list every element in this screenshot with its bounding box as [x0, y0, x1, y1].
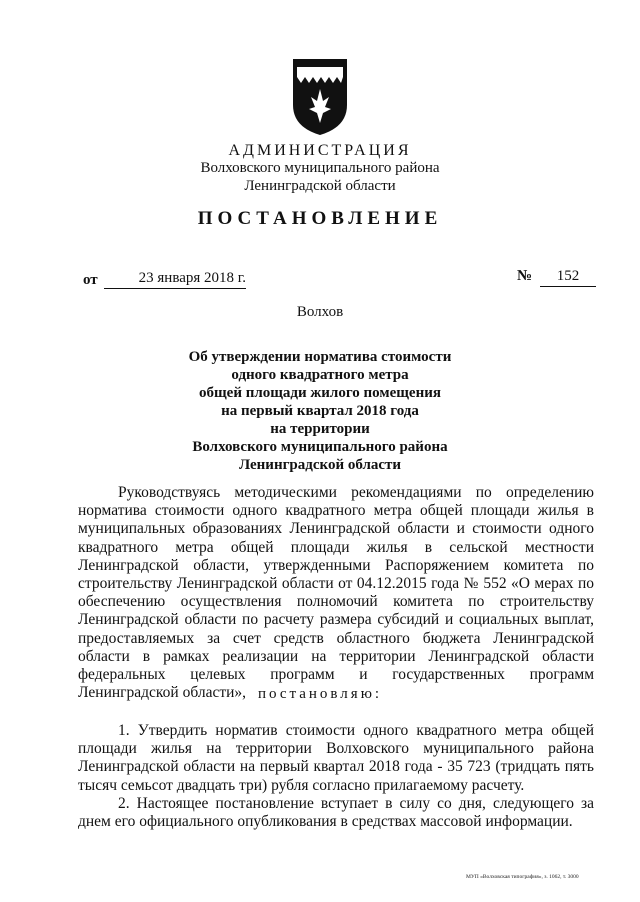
heading-line: Ленинградской области [238, 457, 402, 473]
district-name: Волховского муниципального района [200, 160, 440, 176]
date-prefix-label: от [83, 272, 98, 288]
heading-line: общей площади жилого помещения [199, 385, 441, 401]
heading-line: Волховского муниципального района [192, 439, 448, 455]
resolution-item-1: 1. Утвердить норматив стоимости одного квадратного метра общей площади жилья на территории Волховского муниципального района Ленинградской области на первый квартал 2018 года - 35 723 (тридцать пять тысяч семьсот двадцать три) рубля согласно прилагаемому расчету. [78, 722, 594, 794]
coat-of-arms-emblem [291, 57, 349, 137]
city-name: Волхов [296, 304, 344, 320]
region-name: Ленинградской области [244, 178, 396, 194]
document-type: ПОСТАНОВЛЕНИЕ [197, 208, 443, 229]
document-date: 23 января 2018 г. [104, 270, 246, 289]
printer-imprint: МУП «Волховская типография», з. 1062, т. 3000 [466, 874, 579, 880]
document-number: 152 [540, 268, 596, 287]
heading-line: Об утверждении норматива стоимости [188, 349, 452, 365]
preamble-paragraph: Руководствуясь методическими рекомендациями по определению норматива стоимости одного квадратного метра общей площади жилья в муниципальных образованиях Ленинградской области и стоимости одного квадратного метра общей площади жилья в сельской местности Ленинградской области, утвержденными Распоряжением комитета по строительству Ленинградской области от 04.12.2015 года № 552 «О мерах по обеспечению осуществления полномочий комитета по строительству Ленинградской области по расчету размера субсидий и социальных выплат, предоставляемых за счет средств областного бюджета Ленинградской области в рамках реализации на территории Ленинградской области федеральных целевых программ и государственных программ Ленинградской области», [78, 484, 594, 702]
resolution-word: постановляю: [257, 686, 383, 702]
number-label: № [517, 268, 533, 284]
heading-line: одного квадратного метра [231, 367, 409, 383]
heading-line: на первый квартал 2018 года [221, 403, 419, 419]
document-heading [0, 348, 640, 474]
resolution-item-2: 2. Настоящее постановление вступает в силу со дня, следующего за днем его официального опубликования в средствах массовой информации. [78, 795, 594, 831]
heading-line: на территории [270, 421, 370, 437]
organization-name: АДМИНИСТРАЦИЯ [228, 142, 412, 159]
